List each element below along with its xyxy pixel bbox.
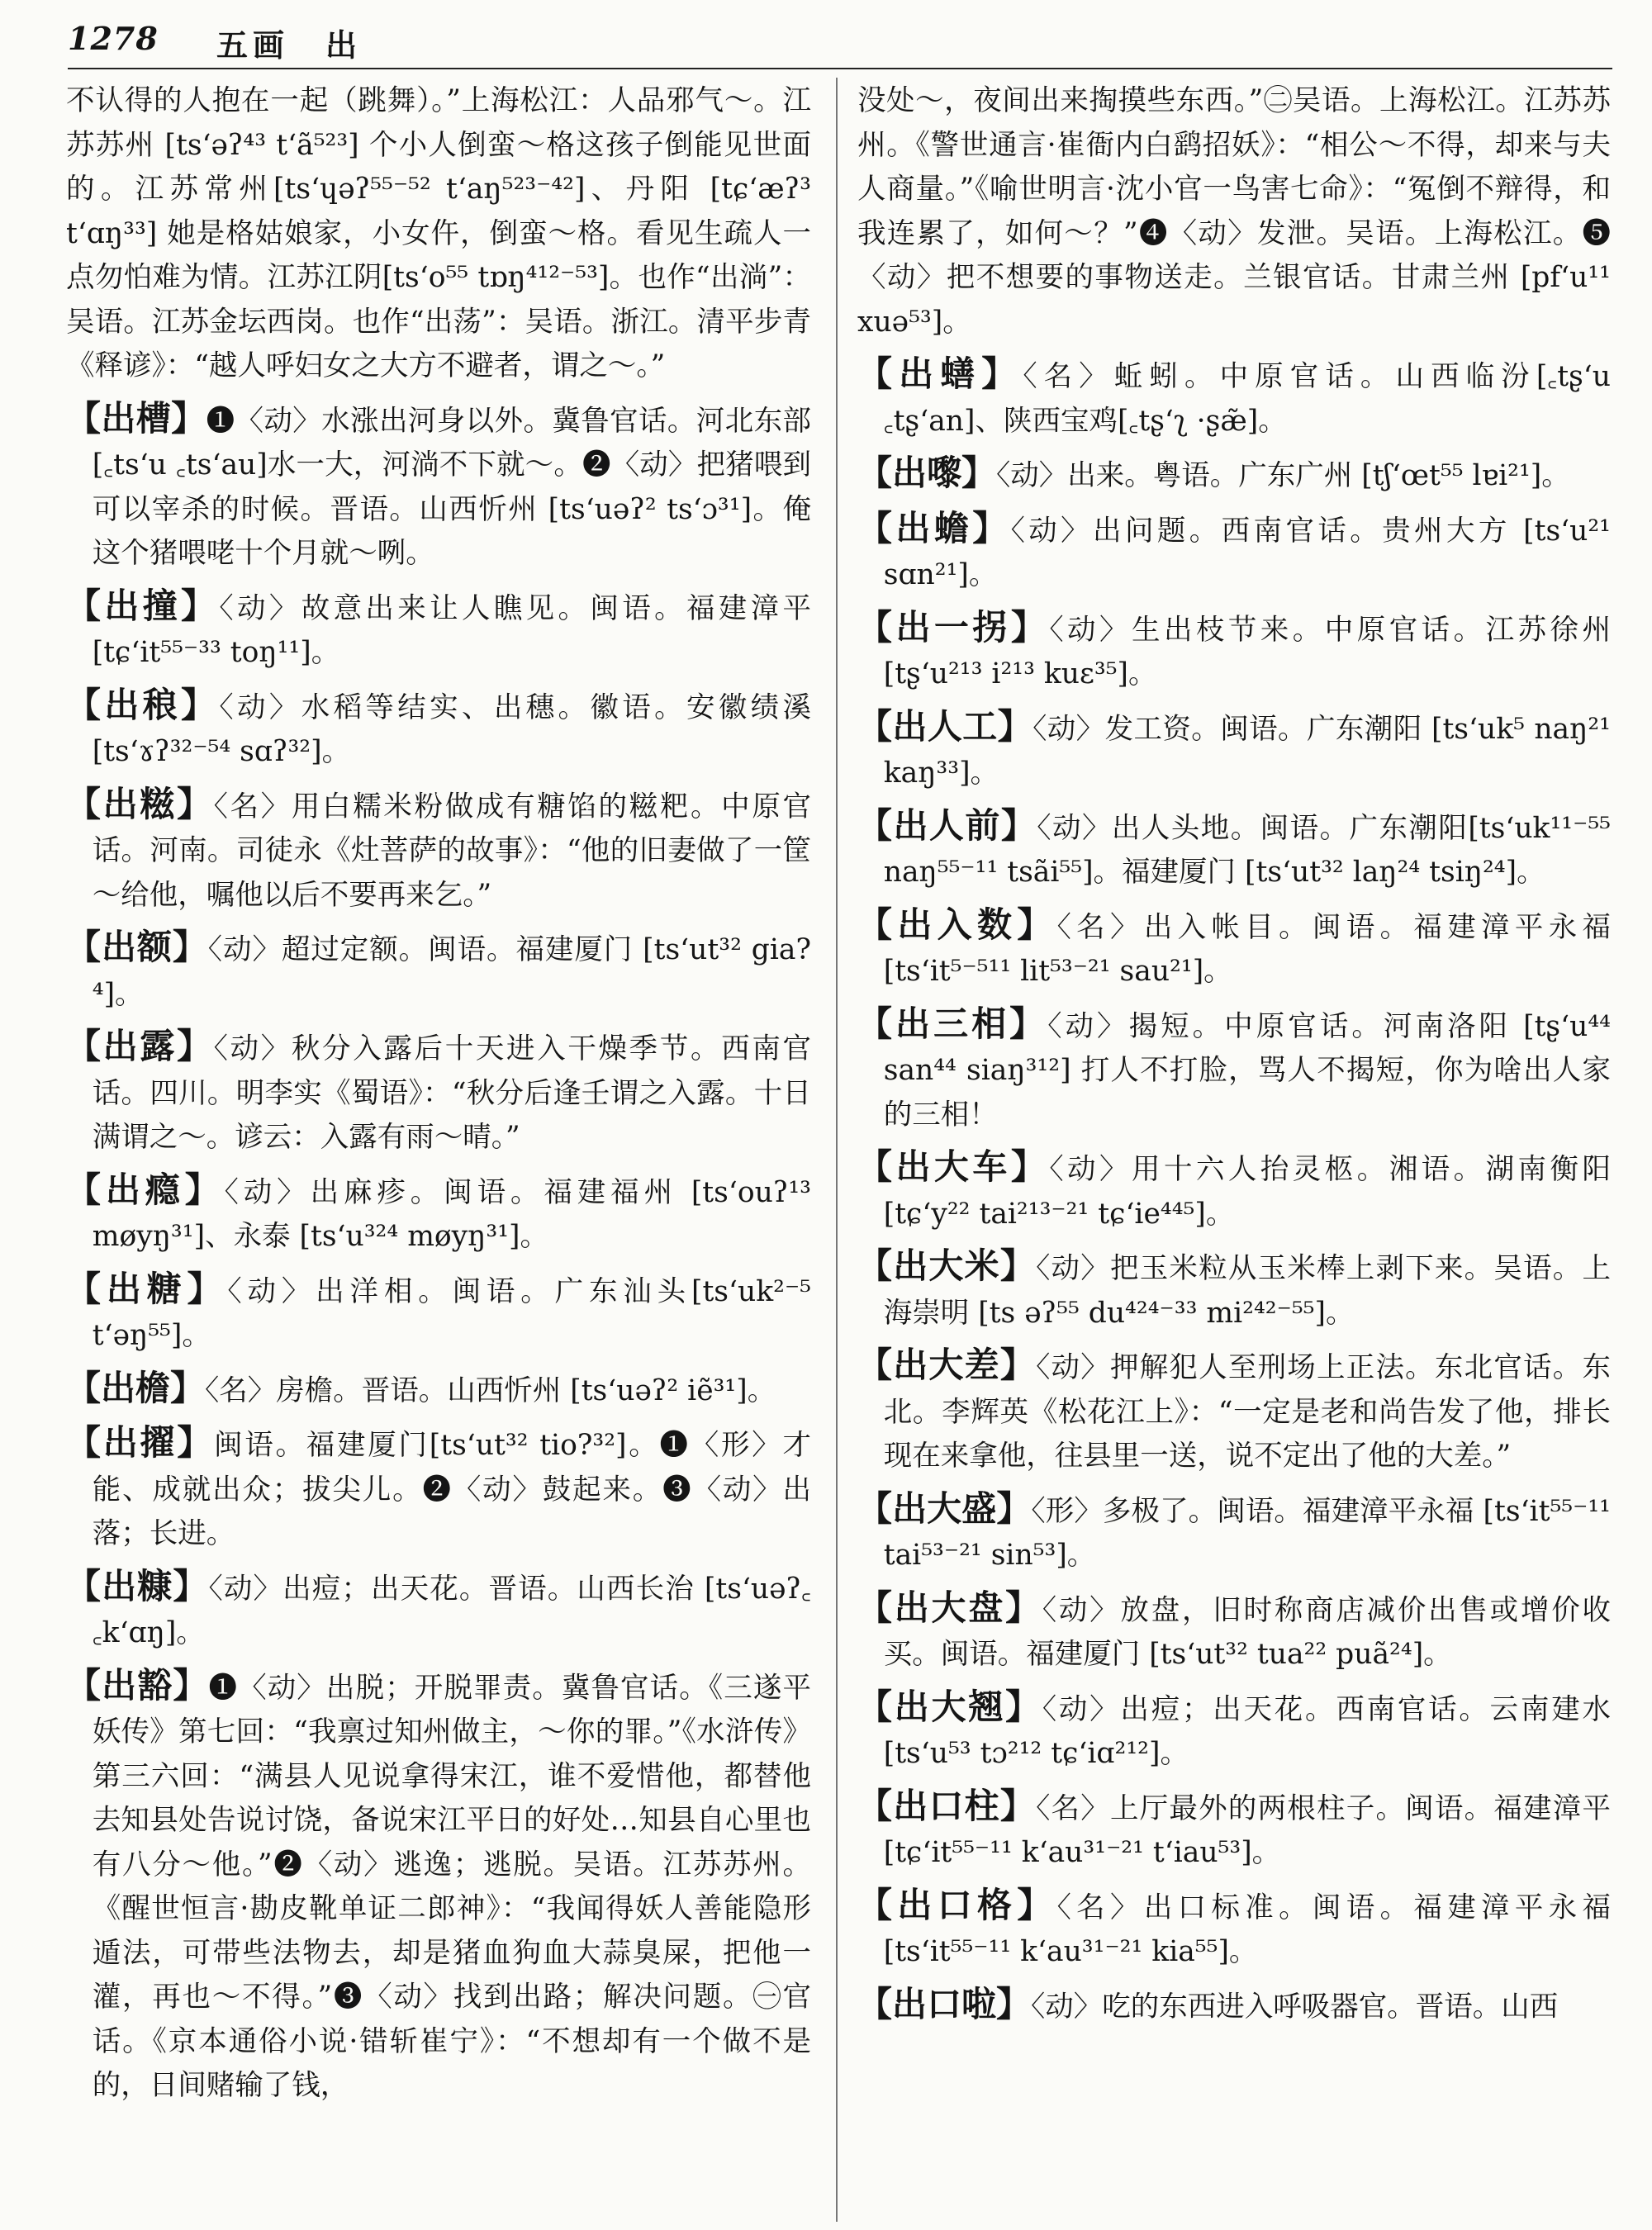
headword: 【出大差】 [857,1345,1037,1385]
dictionary-entry: 【出人前】〈动〉出人头地。闽语。广东潮阳[ts‘uk¹¹⁻⁵⁵ naŋ⁵⁵⁻¹¹ tsãi⁵⁵]。福建厦门 [ts‘ut³² laŋ²⁴ tsiŋ²⁴]。 [857,804,1611,889]
headword: 【出口格】 [857,1884,1057,1925]
dictionary-entry: 【出大米】〈动〉把玉米粒从玉米棒上剥下来。吴语。上海崇明 [ts əʔ⁵⁵ du⁴²⁴⁻³³ mi²⁴²⁻⁵⁵]。 [857,1245,1611,1330]
headword: 【出口柱】 [857,1785,1037,1826]
header-rule [68,68,1612,69]
headword: 【出糍】 [66,783,214,824]
headword: 【出额】 [66,927,208,967]
right-column [857,79,1611,2037]
left-column [66,79,811,2116]
dictionary-entry: 【出口柱】〈名〉上厅最外的两根柱子。闽语。福建漳平 [tɕ‘it⁵⁵⁻¹¹ k‘au³¹⁻²¹ t‘iau⁵³]。 [857,1785,1611,1869]
section-title: 五画 出 [216,26,363,64]
headword: 【出三相】 [857,1003,1048,1044]
dictionary-entry: 【出额】〈动〉超过定额。闽语。福建厦门 [ts‘ut³² gia?⁴]。 [66,927,811,1011]
headword: 【出豁】 [66,1664,209,1706]
entry-continuation: 不认得的人抱在一起（跳舞）。”上海松江：人品邪气～。江苏苏州 [ts‘əʔ⁴³ t‘ã⁵²³] 个小人倒蛮～格这孩子倒能见世面的。江苏常州[ts‘ɥəʔ⁵⁵⁻⁵² t‘aŋ⁵²³⁻⁴²]、丹阳 [tɕ‘æʔ³ t‘ɑŋ³³] 她是格姑娘家，小女仵，倒蛮～格。看见生疏人一点勿怕难为情。江苏江阴[ts‘o⁵⁵ tɒŋ⁴¹²⁻⁵³]。也作“出淌”：吴语。江苏金坛西岗。也作“出荡”：吴语。浙江。清平步青《释谚》：“越人呼妇女之大方不避者，谓之～。” [66,84,811,382]
headword: 【出蟾】 [857,507,1011,548]
headword: 【出大盘】 [857,1587,1042,1628]
dictionary-entry: 【出蟮】〈名〉蚯蚓。中原官话。山西临汾[꜀tʂ‘u ꜀tʂ‘an]、陕西宝鸡[꜀tʂ‘ʅ ·ʂæ̃]。 [857,353,1611,438]
dictionary-entry: 【出檐】〈名〉房檐。晋语。山西忻州 [ts‘uəʔ² iẽ³¹]。 [66,1367,776,1408]
column-divider [836,78,838,2222]
dictionary-entry: 【出擢】闽语。福建厦门[ts‘ut³² tio?³²]。❶〈形〉才能、成就出众；拔尖儿。❷〈动〉鼓起来。❸〈动〉出落；长进。 [66,1422,811,1550]
headword: 【出檐】 [66,1367,206,1408]
headword: 【出人前】 [857,804,1037,846]
dictionary-entry: 【出一拐】〈动〉生出枝节来。中原官话。江苏徐州[tʂ‘u²¹³ i²¹³ kuɛ³⁵]。 [857,606,1611,690]
entry-continuation: 没处～，夜间出来掏摸些东西。”㊁吴语。上海松江。江苏苏州。《警世通言·崔衙内白鹞招妖》：“相公～不得，却来与夫人商量。”《喻世明言·沈小官一鸟害七命》：“冤倒不辩得，和我连累了，如何～？”❹〈动〉发泄。吴语。上海松江。❺〈动〉把不想要的事物送走。兰银官话。甘肃兰州 [pf‘u¹¹ xuə⁵³]。 [857,84,1611,339]
dictionary-entry: 【出撞】〈动〉故意出来让人瞧见。闽语。福建漳平[tɕ‘it⁵⁵⁻³³ toŋ¹¹]。 [66,585,811,669]
dictionary-entry: 【出入数】〈名〉出入帐目。闽语。福建漳平永福[ts‘it⁵⁻⁵¹¹ lit⁵³⁻²¹ sau²¹]。 [857,904,1611,988]
dictionary-entry: 【出糖】〈动〉出洋相。闽语。广东汕头[ts‘uk²⁻⁵ t‘əŋ⁵⁵]。 [66,1268,811,1352]
dictionary-entry: 【出嚟】〈动〉出来。粤语。广东广州 [tʃ‘œt⁵⁵ lɐi²¹]。 [857,453,1570,493]
dictionary-entry: 【出豁】❶〈动〉出脱；开脱罪责。冀鲁官话。《三遂平妖传》第七回：“我禀过知州做主，～你的罪。”《水浒传》第三六回：“满县人见说拿得宋江，谁不爱惜他，都替他去知县处告说讨饶，备说宋江平日的好处…知县自心里也有八分～他。”❷〈动〉逃逸；逃脱。吴语。江苏苏州。《醒世恒言·勘皮靴单证二郎神》：“我闻得妖人善能隐形遁法，可带些法物去，却是猪血狗血大蒜臭屎，把他一灌，再也～不得。”❸〈动〉找到出路；解决问题。㊀官话。《京本通俗小说·错斩崔宁》：“不想却有一个做不是的，日间赌输了钱， [66,1664,811,2102]
headword: 【出人工】 [857,705,1033,747]
dictionary-entry: 【出大车】〈动〉用十六人抬灵柩。湘语。湖南衡阳[tɕ‘y²² tai²¹³⁻²¹ tɕ‘ie⁴⁴⁵]。 [857,1146,1611,1231]
headword: 【出擢】 [66,1422,214,1463]
dictionary-entry: 【出三相】〈动〉揭短。中原官话。河南洛阳 [tʂ‘u⁴⁴ san⁴⁴ siaŋ³¹²] 打人不打脸，骂人不揭短，你为啥出人家的三相！ [857,1003,1611,1132]
dictionary-entry: 【出大盛】〈形〉多极了。闽语。福建漳平永福 [ts‘it⁵⁵⁻¹¹ tai⁵³⁻²¹ sin⁵³]。 [857,1487,1611,1572]
headword: 【出撞】 [66,585,220,626]
headword: 【出蟮】 [857,353,1023,394]
dictionary-entry: 【出糍】〈名〉用白糯米粉做成有糖馅的糍粑。中原官话。河南。司徒永《灶菩萨的故事》：“他的旧妻做了一筐～给他，嘱他以后不要再来乞。” [66,783,811,912]
headword: 【出入数】 [857,904,1057,945]
dictionary-entry: 【出人工】〈动〉发工资。闽语。广东潮阳 [ts‘uk⁵ naŋ²¹ kaŋ³³]。 [857,705,1611,790]
headword: 【出糖】 [66,1268,228,1309]
dictionary-entry: 【出槽】❶〈动〉水涨出河身以外。冀鲁官话。河北东部[꜀ts‘u ꜀ts‘au]水一大，河淌不下就～。❷〈动〉把猪喂到可以宰杀的时候。晋语。山西忻州 [ts‘uəʔ² ts‘ɔ³¹]。俺这个猪喂咾十个月就～咧。 [66,397,811,570]
page-header [68,15,1612,66]
dictionary-entry: 【出瘾】〈动〉出麻疹。闽语。福建福州 [ts‘ouʔ¹³ møyŋ³¹]、永泰 [ts‘u³²⁴ møyŋ³¹]。 [66,1169,811,1253]
headword: 【出稂】 [66,684,220,725]
headword: 【出大翘】 [857,1686,1042,1727]
headword: 【出瘾】 [66,1169,225,1210]
dictionary-entry: 【出口格】〈名〉出口标准。闽语。福建漳平永福[ts‘it⁵⁵⁻¹¹ k‘au³¹⁻²¹ kia⁵⁵]。 [857,1884,1611,1968]
dictionary-entry: 【出口啦】〈动〉吃的东西进入呼吸器官。晋语。山西 [857,1983,1559,2024]
headword: 【出大车】 [857,1146,1050,1187]
dictionary-entry: 【出稂】〈动〉水稻等结实、出穗。徽语。安徽绩溪[ts‘ɤʔ³²⁻⁵⁴ sɑʔ³²]。 [66,684,811,768]
headword: 【出糠】 [66,1565,209,1606]
dictionary-entry: 【出大盘】〈动〉放盘，旧时称商店减价出售或增价收买。闽语。福建厦门 [ts‘ut³² tua²² puã²⁴]。 [857,1587,1611,1671]
headword: 【出大米】 [857,1245,1037,1286]
dictionary-entry: 【出蟾】〈动〉出问题。西南官话。贵州大方 [ts‘u²¹ sɑn²¹]。 [857,507,1611,591]
headword: 【出一拐】 [857,606,1050,648]
headword: 【出口啦】 [857,1983,1032,2024]
dictionary-entry: 【出糠】〈动〉出痘；出天花。晋语。山西长治 [ts‘uəʔ꜀ ꜀k‘ɑŋ]。 [66,1565,811,1649]
dictionary-entry: 【出大翘】〈动〉出痘；出天花。西南官话。云南建水[ts‘u⁵³ tɔ²¹² tɕ‘iɑ²¹²]。 [857,1686,1611,1770]
headword: 【出露】 [66,1026,214,1066]
headword: 【出大盛】 [857,1487,1032,1529]
dictionary-entry: 【出露】〈动〉秋分入露后十天进入干燥季节。西南官话。四川。明李实《蜀语》：“秋分后逢壬谓之入露。十日满谓之～。谚云：入露有雨～晴。” [66,1026,811,1154]
headword: 【出嚟】 [857,453,997,493]
dictionary-entry: 【出大差】〈动〉押解犯人至刑场上正法。东北官话。东北。李辉英《松花江上》：“一定是老和尚告发了他，排长现在来拿他，往县里一送，说不定出了他的大差。” [857,1345,1611,1473]
headword: 【出槽】 [66,397,206,439]
page-number: 1278 [68,20,159,57]
